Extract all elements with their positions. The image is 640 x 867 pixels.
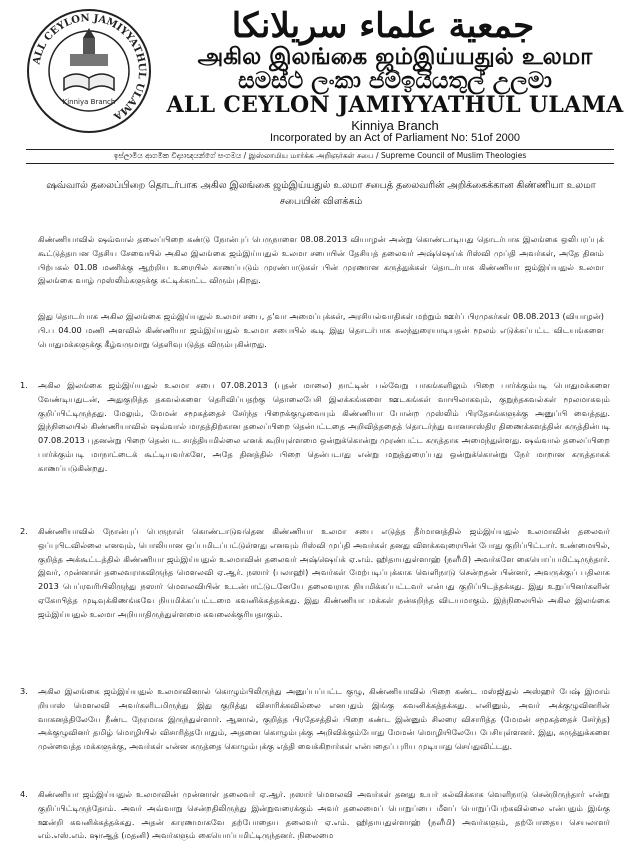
header-rule-bottom	[26, 163, 614, 164]
intro-paragraph-1: கிண்ணியாவில் ஷவ்வால் தலைப்பிறை கண்டு நோன்புப் பெருநாளை 08.08.2013 வியாழன் அன்று கொண்டாடியது தொடர்பாக இலங்கை ஒலிபரப்புக் கூட்டுத்தாபன தேசிய சேவையில் அகில இலங்கை ஜம்இய்யதுல் உலமா சபையின் தேசியத் தலைவர் அஷ்ஷெய்க் ரிஸ்வி முப்தி அவர்கள், அதே தினம் பிற்பகல் 01.08 மணிக்கு ஆற்றிய உரையில் காணப்படும் முரண்பாடுகள் பின் முரணான கருத்துக்கள் தொடர்பாக கிண்ணியா ஜம்இய்யதுல் உலமா இலங்கை வாழ் முஸ்லிம்களுக்கு சுட்டிக்காட்ட விரும்புகிறது.	[38, 234, 604, 286]
jamiyyathul-ulama-logo	[26, 8, 152, 134]
logo-ring-text: ALL CEYLON JAMIYYATHUL ULAMA	[31, 12, 148, 122]
list-item-number: 4.	[20, 789, 28, 799]
branch-name: Kinniya Branch	[351, 118, 439, 133]
sinhala-organization-name: සමස්ථ ලංකා ජම්ඉයියතුල් උලමා	[238, 68, 552, 94]
list-item-number: 1.	[20, 380, 28, 390]
document-title: ஷவ்வால் தலைப்பிறை தொடர்பாக அகில இலங்கை ஜம்இய்யதுல் உலமா சபைத் தலைவரின் அறிக்கைக்கான கிண்ணியா உலமா சபையின் விளக்கம்	[46, 180, 596, 207]
intro-paragraph-2: இது தொடர்பாக அகில இலங்கை ஜம்இய்யதுல் உலமா சபை, த'வா அமைப்புக்கள், அரசியல்வாதிகள் மற்றும் ஊர்ப் பிரமுகர்கள் 08.08.2013 (வியாழன்) பி.ப 04.00 மணி அளவில் கிண்ணியா ஜம்இய்யதுல் உலமா சபையில் கூடி இது தொடர்பாக கலந்துரையாடியதன் மூலம் எடுக்கப்பட்ட விடயங்களை பொதுமக்களுக்கு கீழ்வருமாறு தெளிவுபடுத்த விரும்புகின்றது.	[38, 311, 604, 349]
logo-branch-text: Kinniya Branch	[62, 98, 116, 106]
council-subtitle: ඉස්ලාමීය ආගමික විද්‍යාඥයන්ගේ සංගමය / இஸ்லாமிய மார்க்க அறிஞர்கள் சபை / Supreme Council of Muslim Theologies	[113, 151, 527, 160]
arabic-organization-name: جمعية علماء سريلانكا	[231, 6, 535, 46]
english-organization-name: ALL CEYLON JAMIYYATHUL ULAMA	[166, 92, 624, 118]
list-item-text: கிண்ணியா ஜம்இய்யதுல் உலமாவின் முன்னாள் தலைவர் ஏ.ஆர். நஸார் மௌலவி அவர்கள் தனது உயர் கல்விக்காக வெளிநாடு சென்றிருந்தார் என்று குறிப்பிட்டிருந்தோம். அவர் அவ்வாறு சென்றதிலிருந்து இன்றுவரைக்கும் அவர் தலைமைப் பொறுப்பை மீளப் பொறுப்பேற்கவில்லை என்பதும் இங்கு ஊன்றி கவனிக்கத்தக்கது. அதன் காரணமாகவே தற்போதைய தலைவர் ஏ.எம். ஹிதாயதுள்ளாஹ் (நளீமி) அவர்களும், தற்போதைய செயலாளர் எம்.எஸ்.எம். ஷாஆத் (மதனி) அவர்களும் கையொப்பமிட்டிருந்தனர். நிலைமை	[38, 789, 610, 841]
list-item-number: 2.	[20, 526, 28, 536]
incorporation-note: Incorporated by an Act of Parliament No: 51of 2000	[269, 132, 521, 144]
list-item-text: அகில இலங்கை ஜம்இய்யதுல் உலமா சபை 07.08.2013 (புதன் மாலை) நாட்டின் பல்வேறு பாகங்களிலும் பிறை பார்க்கும்படி பொதுமக்களை வேண்டியதுடன், அதுகுறித்த தகவல்களை தெரிவிப்பதற்கு தொலைபேசி இலக்கங்களை ஊடகங்கள் வாயிலாகவும், குறுந்தகவல்கள் மூலமாகவும் குறிப்பிட்டிருந்தது. மேலும், மேமன் சமூகத்தைச் சேர்ந்த பிறைக்குழுவையும் கிண்ணியா போன்ற முஸ்லிம் பிரதேசங்களுக்கு அனுப்பி வைத்தது. இந்நிலையில் கிண்ணியாவில் ஷவ்வால் மாதத்திற்கான தலைப்பிறை தென்பட்டதை அறிவித்ததைத் தொடர்ந்து வானசாஸ்திர திணைக்களத்தின் கருத்தின்படி 07.08.2013 புதனன்று பிறை தென்பட சாத்தியமில்லை எனக் கூறியுள்ளமை ஒன்றுக்கொன்று முரண்பட்ட கருத்தாக அமைந்துள்ளது. ஷவ்வால் தலைப்பிறை பார்க்கும்படி மாநாட்டைக் கூட்டியவர்களே, அதே தினத்தில் பிறை தென்படாது என்று மறுத்துரைப்பது ஒன்றுக்கொன்று நேர் மாறான கருத்தாகக் காணப்படுகின்றது.	[38, 380, 610, 473]
list-item-text: அகில இலங்கை ஜம்இய்யதுல் உலமாவினால் கொழும்பிலிருந்து அனுப்பப்பட்ட குழு, கிண்ணியாவில் பிறை கண்ட மஸ்ஜிதுல் அஸ்ஹர் பேஷ் இமாம் றியாஸ் மௌலவி அவர்களிடமிருந்து இது குறித்து விசாரிக்கவில்லை எனபதும் இங்கு கவனிக்கத்தக்கது. எனினும், அவர் அக்குழுவினரின் வாகனத்திலேயே நீண்ட நேரமாக இருந்துள்ளார். ஆனால், குறித்த பிரதேசத்தில் பிறை கண்ட இன்னும் சிலரை விசாரித்த (மேமன் சமூகத்தைச் சேர்ந்த) அக்குழுவினர் தமிழ் மொழியில் விசாரித்தபோதும், அதனை கொழும்புக்கு அறிவிக்கும்போது மேமன் மொழியிலேயே பேசியுள்ளனர். இது, கருத்துக்களை முன்வைத்த மக்களுக்கு, அவர்கள் என்ன கருத்தை கொழும்புக்கு எத்தி வைக்கிறார்கள் என்பதைப் புரிய முடியாது செய்துவிட்டது.	[38, 686, 610, 752]
header-rule-top	[26, 149, 614, 150]
list-item-text: கிண்ணியாவில் நோன்புப் பெருநாள் கொண்டாடுவதென கிண்ணியா உலமா சபை எடுத்த தீர்மானத்தில் ஜம்இய்யதுல் உலமாவின் தலைவர் ஒப்புபிடவில்லை எனவும், பொலியான ஒப்பமிடப்பட்டுள்ளது எனவும் ரிஸ்வி முப்தி அவர்கள் தனது விளக்கவுரையின் போது குறிப்பிட்டார். உண்மையில், குறித்த அக்கூட்டத்தில் கிண்ணியா ஜம்இய்யதுல் உலமாவின் தலைவர் அஷ்ஷெய்க் ஏ.எம். ஹிதாயதுள்ளாஹ் (நளீமி) அவர்களே கையொப்பமிட்டிருந்தார். இவர், முன்னாள் தலைவராகவிருந்த மௌலவி ஏ.ஆர். நஸார் (பலாஹி) அவர்கள் மேற்படிப்புக்காக வெளிநாடு சென்றதன் பின்னர், அவருக்குப் பதிலாக 2013 பெப்ரவரியிலிருந்து நஸார் மௌலவியின் உடன்பாட்டுடனேயே தலைவராக நியமிக்கப்பட்டவர் என்பது குறிப்பிடத்தக்கது. இது உறுப்பினர்களின் ஏகோபித்த முடிவுக்கிணங்கவே நியமிக்கப்பட்டமை கவனிக்கத்தக்கது. இது கிண்ணியா மக்கள் நன்கறிந்த விடயமாகும். இந்நிலையில் அகில இலங்கை ஜம்இய்யதுல் உலமா அறியாதிருந்துள்ளமை கவலைக்குரியதாகும்.	[38, 526, 610, 619]
tamil-organization-name: அகில இலங்கை ஜம்இய்யதுல் உலமா	[197, 44, 593, 70]
list-item-number: 3.	[20, 686, 28, 696]
